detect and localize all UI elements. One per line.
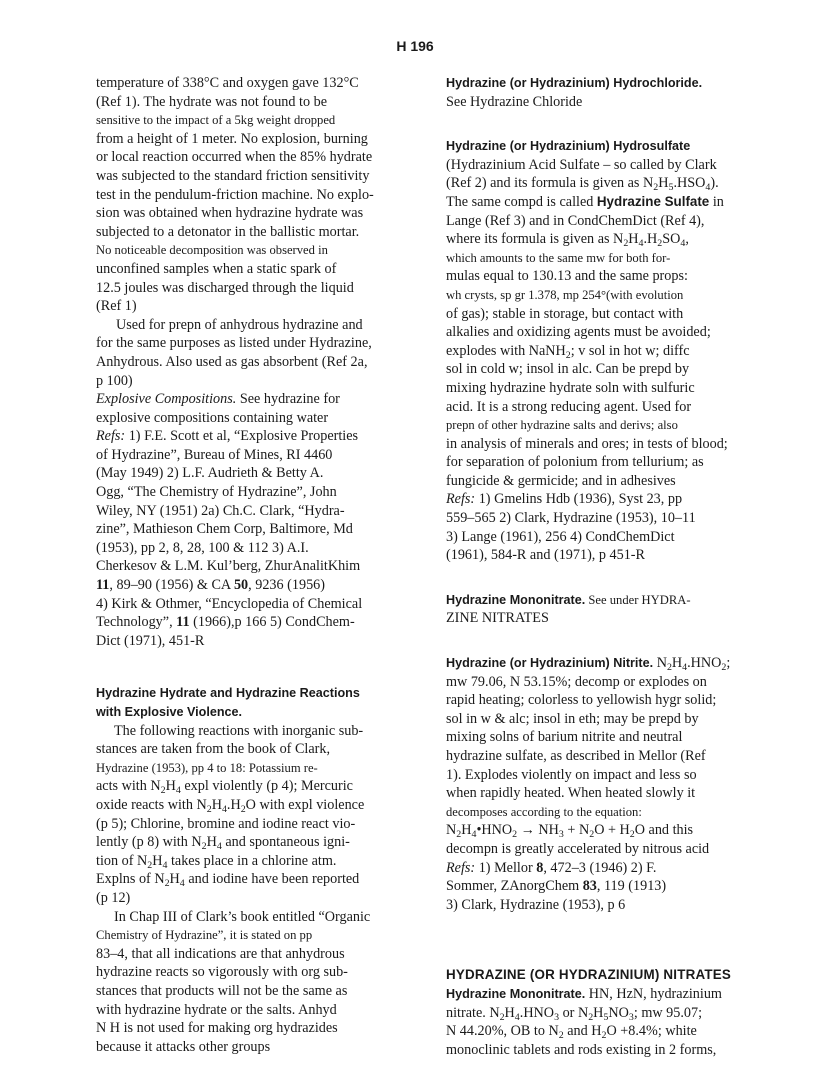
equation-line: $N_2H_4•HNO_2 \to NH_3 + N_2O + H_2O$ and this — [446, 822, 694, 841]
text-line: in analysis of minerals and ores; in tests of blood; — [446, 435, 728, 452]
text-line: hydrazine sulfate, as described in Mellor (Ref — [446, 748, 706, 764]
text-line: In Chap III of Clark’s book entitled “Organic — [114, 908, 371, 925]
text-line: 3) Clark, Hydrazine (1953), p 6 — [446, 896, 626, 913]
text-line: Hydrazine Mononitrate. See under HYDRA- — [446, 592, 691, 607]
text-line: rapid heating; colorless to yellowish hygr solid; — [446, 692, 717, 709]
text-line: 12.5 joules was discharged through the liquid — [96, 279, 354, 296]
text-line: or local reaction occurred when the 85% hydrate — [96, 149, 373, 166]
text-line: Sommer, ZAnorgChem 83, 119 (1913) — [446, 878, 667, 895]
text-line: test in the pendulum-friction machine. No explo- — [96, 186, 374, 203]
text-line: decomposes according to the equation: — [446, 804, 642, 819]
entry-heading: Hydrazine (or Hydrazinium) Hydrochloride. — [446, 76, 703, 90]
text-line: because it attacks other groups — [96, 1038, 271, 1055]
text-line: Anhydrous. Also used as gas absorbent (Ref 2a, — [96, 353, 368, 370]
text-line: fungicide & germicide; and in adhesives — [446, 472, 676, 489]
text-line: tion of $N_2H_4$ takes place in a chlorine atm. — [96, 852, 337, 871]
text-line: (1961), 584-R and (1971), p 451-R — [446, 547, 645, 564]
text-line: sensitive to the impact of a 5kg weight dropped — [96, 113, 336, 128]
text-line: Dict (1971), 451-R — [96, 632, 205, 649]
text-line: from a height of 1 meter. No explosion, burning — [96, 130, 368, 147]
text-line: explosive compositions containing water — [96, 409, 329, 426]
text-line: (Ref 1) — [96, 298, 137, 315]
left-column — [96, 74, 411, 1056]
text-line: Used for prepn of anhydrous hydrazine and — [116, 316, 363, 333]
text-line: Refs: 1) Gmelins Hdb (1936), Syst 23, pp — [446, 491, 683, 508]
text-line: 83–4, that all indications are that anhydrous — [96, 945, 345, 962]
right-column — [446, 74, 781, 1059]
text-line: Wiley, NY (1951) 2a) Ch.C. Clark, “Hydra- — [96, 502, 345, 519]
refs-label: Refs: — [446, 491, 476, 508]
text-line: (May 1949) 2) L.F. Audrieth & Betty A. — [96, 465, 324, 482]
text-line: lently (p 8) with $N_2H_4$ and spontaneous igni- — [96, 834, 350, 853]
text-line: mixing solns of barium nitrite and neutral — [446, 729, 683, 746]
entry-heading: Hydrazine Mononitrate. — [446, 592, 586, 607]
text-line: for separation of polonium from tellurium; as — [446, 454, 704, 471]
text-line: Explosive Compositions. See hydrazine for — [96, 391, 340, 408]
text-line: ZINE NITRATES — [446, 610, 549, 627]
text-line: (p 12) — [96, 889, 131, 906]
text-line: monoclinic tablets and rods existing in 2 forms, — [446, 1041, 717, 1058]
text-line: Lange (Ref 3) and in CondChemDict (Ref 4), — [446, 212, 705, 229]
text-line: 3) Lange (1961), 256 4) CondChemDict — [446, 528, 675, 545]
text-line: sol in cold w; insol in alc. Can be prepd by — [446, 361, 690, 378]
text-line: hydrazine reacts so vigorously with org sub- — [96, 964, 348, 981]
text-line: 4) Kirk & Othmer, “Encyclopedia of Chemical — [96, 595, 363, 612]
section-heading: with Explosive Violence. — [96, 705, 243, 719]
text-line: N 44.20%, OB to $N_2$ and $H_2O +8.4\%$; white — [446, 1023, 697, 1042]
text-line: nitrate. $N_2H_4.HNO_3$ or $N_2H_5NO_3$; mw 95.07; — [446, 1004, 703, 1023]
text-line: of Hydrazine”, Bureau of Mines, RI 4460 — [96, 446, 333, 463]
text-line: (Ref 2) and its formula is given as $N_2H_5.HSO_4$). — [446, 175, 719, 194]
text-line: oxide reacts with $N_2H_4.H_2O$ with expl violence — [96, 796, 365, 815]
text-line: (1953), pp 2, 8, 28, 100 & 112 3) A.I. — [96, 539, 309, 556]
text-line: Cherkesov & L.M. Kul’berg, ZhurAnalitKhim — [96, 558, 361, 575]
text-line: See Hydrazine Chloride — [446, 93, 583, 110]
text-line: for the same purposes as listed under Hydrazine, — [96, 335, 372, 352]
text-line: N H is not used for making org hydrazides — [96, 1020, 338, 1037]
text-line: decompn is greatly accelerated by nitrous acid — [446, 840, 710, 857]
text-line: Ogg, “The Chemistry of Hydrazine”, John — [96, 484, 337, 501]
text-line: Technology”, 11 (1966),p 166 5) CondChem- — [96, 614, 355, 631]
text-line: subjected to a detonator in the ballistic mortar. — [96, 223, 360, 240]
text-line: acid. It is a strong reducing agent. Used for — [446, 398, 692, 415]
text-line: where its formula is given as $N_2H_4.H_2SO_4$, — [446, 231, 689, 250]
text-line: stances are taken from the book of Clark, — [96, 741, 331, 758]
text-line: Refs: 1) F.E. Scott et al, “Explosive Properties — [96, 428, 359, 445]
text-line: sion was obtained when hydrazine hydrate was — [96, 205, 364, 222]
text-line: The same compd is called Hydrazine Sulfate in — [446, 193, 724, 210]
text-line: unconfined samples when a static spark of — [96, 260, 337, 277]
text-line: was subjected to the standard friction sensitivity — [96, 167, 370, 184]
text-line: mulas equal to 130.13 and the same props: — [446, 268, 688, 285]
text-line: No noticeable decomposition was observed in — [96, 243, 328, 258]
text-line: wh crysts, sp gr 1.378, mp 254°(with evolution — [446, 287, 684, 302]
text-line: sol in w & alc; insol in eth; may be prepd by — [446, 710, 699, 727]
text-line: prepn of other hydrazine salts and derivs; also — [446, 418, 678, 433]
section-heading: HYDRAZINE (OR HYDRAZINIUM) NITRATES — [446, 967, 731, 983]
text-line: Chemistry of Hydrazine”, it is stated on pp — [96, 928, 313, 943]
text-line: Hydrazine (or Hydrazinium) Nitrite. $N_2H_4.HNO_2$; — [446, 655, 731, 674]
entry-heading: Hydrazine (or Hydrazinium) Hydrosulfate — [446, 139, 691, 154]
text-line: Refs: 1) Mellor 8, 472–3 (1946) 2) F. — [446, 859, 657, 876]
entry-heading: Hydrazine Mononitrate. — [446, 986, 586, 1001]
text-line: 11, 89–90 (1956) & CA 50, 9236 (1956) — [96, 577, 325, 594]
text-line: (Hydrazinium Acid Sulfate – so called by Clark — [446, 156, 717, 173]
text-line: when rapidly heated. When heated slowly it — [446, 785, 696, 802]
text-line: zine”, Mathieson Chem Corp, Baltimore, Md — [96, 521, 353, 538]
refs-label: Refs: — [446, 859, 476, 876]
text-line: which amounts to the same mw for both for- — [446, 250, 671, 265]
text-line: p 100) — [96, 372, 133, 389]
text-line: (Ref 1). The hydrate was not found to be — [96, 93, 328, 110]
text-line: temperature of 338°C and oxygen gave 132°C — [96, 75, 359, 91]
section-heading: Hydrazine Hydrate and Hydrazine Reactions — [96, 686, 360, 701]
text-line: acts with $N_2H_4$ expl violently (p 4); Mercuric — [96, 778, 353, 797]
text-line: 1). Explodes violently on impact and less so — [446, 766, 697, 783]
text-line: 559–565 2) Clark, Hydrazine (1953), 10–11 — [446, 510, 696, 527]
text-line: alkalies and oxidizing agents must be avoided; — [446, 324, 711, 341]
text-line: mixing hydrazine hydrate soln with sulfuric — [446, 379, 695, 396]
text-line: explodes with NaNH$_2$; v sol in hot w; diffc — [446, 342, 690, 361]
text-line: of gas); stable in storage, but contact with — [446, 305, 684, 322]
page-header: H 196 — [396, 38, 434, 54]
text-line: with hydrazine hydrate or the salts. Anhyd — [96, 1001, 337, 1018]
text-line: Explns of $N_2H_4$ and iodine have been reported — [96, 871, 360, 890]
text-line: (p 5); Chlorine, bromine and iodine react vio- — [96, 815, 356, 832]
refs-label: Refs: — [96, 428, 126, 445]
text-line: mw 79.06, N 53.15%; decomp or explodes on — [446, 673, 707, 690]
text-line: stances that products will not be the same as — [96, 982, 348, 999]
text-line: Hydrazine (1953), pp 4 to 18: Potassium re- — [96, 760, 318, 775]
entry-heading: Hydrazine (or Hydrazinium) Nitrite. — [446, 656, 654, 671]
italic-label: Explosive Compositions. — [96, 391, 237, 408]
text-line: Hydrazine Mononitrate. HN, HzN, hydrazinium — [446, 985, 722, 1002]
text-line: The following reactions with inorganic sub- — [114, 722, 364, 739]
